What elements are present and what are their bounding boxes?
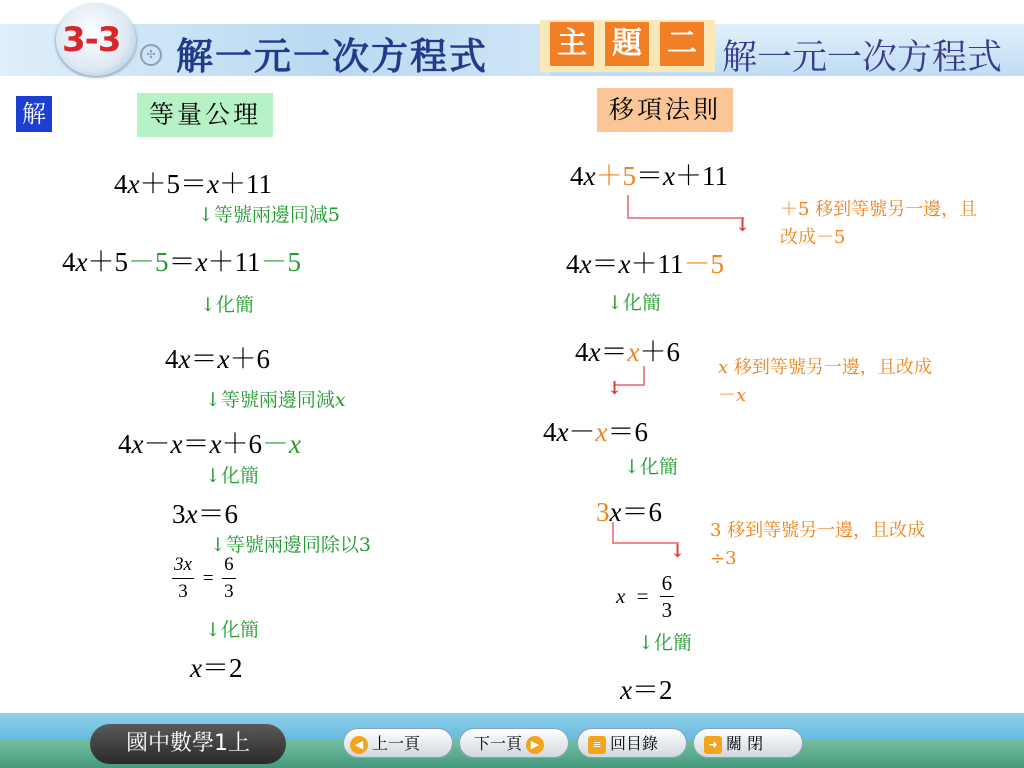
right-eq5: 3x＝6 (596, 497, 662, 527)
left-eq3: 4x＝x＋6 (165, 344, 270, 374)
theme-char-2: 題 (605, 22, 649, 66)
left-eq6: x＝2 (190, 653, 243, 683)
left-note3: ↓等號兩邊同減x (205, 389, 346, 411)
header (0, 0, 1024, 86)
right-note2: ↓化簡 (607, 292, 661, 314)
left-eq4: 4x－x＝x＋6－x (118, 429, 301, 459)
toc-icon: ≡ (588, 736, 606, 754)
page-title: 解一元一次方程式 (176, 35, 488, 78)
right-eq3: 4x＝x＋6 (575, 337, 680, 367)
right-note1: ＋5 移到等號另一邊，且改成－5 (780, 199, 978, 248)
right-note4: ↓化簡 (624, 456, 678, 478)
left-eq5: 3x＝6 (172, 499, 238, 529)
left-note1: ↓等號兩邊同減5 (198, 204, 341, 226)
right-fraction: x = $\frac{6}{3}$ (616, 571, 673, 622)
prev-arrow-icon: ◀ (350, 736, 368, 754)
left-note6: ↓化簡 (205, 619, 259, 641)
next-arrow-icon: ▶ (526, 736, 544, 754)
move-arrow-1 (627, 195, 744, 219)
close-button[interactable]: ➜ 關 閉 (693, 728, 803, 758)
right-frac-rhs: $\frac{6}{3}$ (661, 571, 673, 622)
right-eq4: 4x－x＝6 (543, 417, 648, 447)
next-page-button[interactable]: 下一頁 ▶ (459, 728, 569, 758)
section-badge: 3-3 (62, 20, 121, 60)
right-eq6: x＝2 (620, 675, 673, 705)
left-fraction: $\frac{3x}{3}$ = $\frac{6}{3}$ (172, 552, 236, 605)
book-title: 國中數學1上 (90, 724, 286, 764)
prev-page-button[interactable]: ◀ 上一頁 (343, 728, 453, 758)
left-eq2: 4x＋5－5＝x＋11－5 (62, 247, 301, 277)
move-arrow-3 (612, 522, 679, 544)
method-label-right: 移項法則 (597, 88, 733, 132)
method-label-left: 等量公理 (137, 93, 273, 137)
left-note2: ↓化簡 (200, 294, 254, 316)
gear-icon: ✣ (140, 44, 162, 66)
right-note5: 3 移到等號另一邊，且改成÷3 (710, 520, 926, 569)
right-eq1: 4x＋5＝x＋11 (570, 161, 728, 191)
exit-icon: ➜ (704, 736, 722, 754)
arrow-head-2: ↓ (607, 378, 623, 399)
solution-label: 解 (16, 96, 52, 132)
arrow-head-1: ↓ (735, 215, 751, 236)
left-frac-lhs: $\frac{3x}{3}$ (174, 554, 192, 602)
right-eq2: 4x＝x＋11－5 (566, 249, 724, 279)
theme-char-1: 主 (550, 22, 594, 66)
toc-button[interactable]: ≡ 回目錄 (577, 728, 687, 758)
left-note5: ↓等號兩邊同除以3 (210, 534, 372, 556)
right-note3: x 移到等號另一邊，且改成－x (718, 357, 932, 406)
arrow-head-3: ↓ (670, 541, 686, 562)
header-subtitle: 解一元一次方程式 (722, 38, 1003, 78)
left-frac-rhs: $\frac{6}{3}$ (224, 554, 234, 602)
left-note4: ↓化簡 (205, 465, 259, 487)
right-note6: ↓化簡 (638, 632, 692, 654)
theme-char-3: 二 (660, 22, 704, 66)
left-eq1: 4x＋5＝x＋11 (114, 169, 272, 199)
